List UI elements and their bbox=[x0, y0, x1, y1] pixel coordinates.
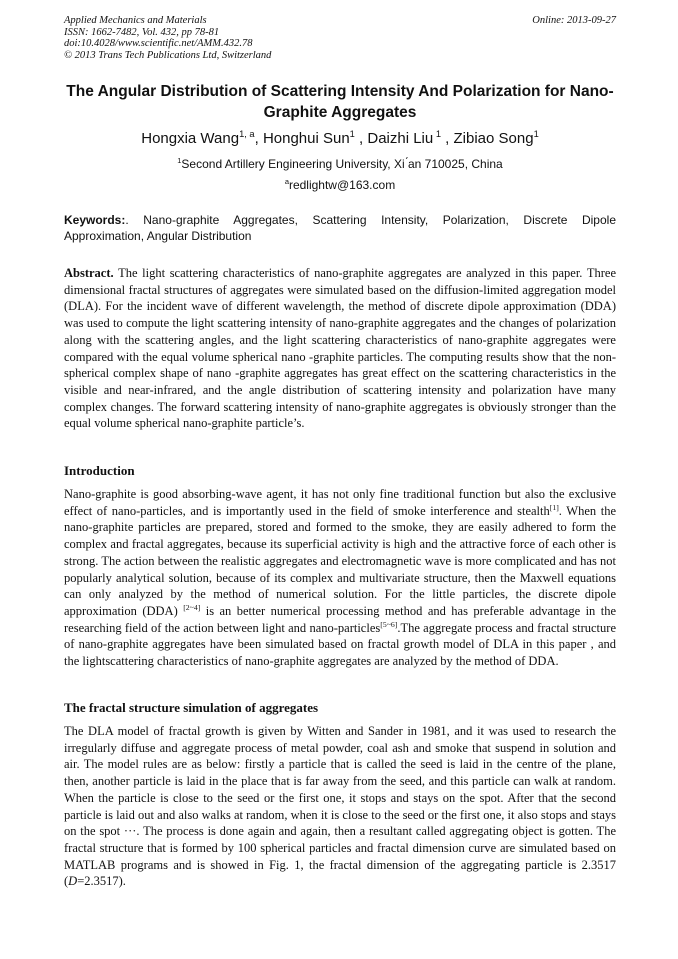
intro-text: is an better numerical processing method and has preferable advantage in the researching field of the action between light and nano-particles bbox=[64, 603, 617, 635]
intro-text: Nano-graphite is good absorbing-wave agent, it has not only fine traditional function but also the exclusive effect of nano-particles, and is importantly used in the field of smoke interference and stealth bbox=[64, 487, 616, 518]
author-name: Honghui Sun bbox=[262, 130, 350, 147]
issn-line: ISSN: 1662-7482, Vol. 432, pp 78-81 bbox=[64, 26, 220, 38]
keywords-label: Keywords: bbox=[64, 213, 126, 227]
journal-name: Applied Mechanics and Materials bbox=[64, 15, 207, 26]
paper-title: The Angular Distribution of Scattering Intensity And Polarization for Nano-Graphite Aggregates bbox=[66, 83, 614, 121]
email-text: redlightw@163.com bbox=[288, 178, 396, 192]
section-heading-introduction: Introduction bbox=[64, 463, 135, 478]
copyright-line: © 2013 Trans Tech Publications Ltd, Switzerland bbox=[64, 49, 272, 61]
email-mark: a bbox=[284, 177, 289, 186]
citation: [1] bbox=[549, 502, 559, 512]
author-name: Daizhi Liu bbox=[367, 130, 434, 147]
intro-text: .The aggregate process and fractal structure of nano-graphite aggregates have been simulated based on fractal growth model of DLA in this paper , and the lightscattering characteristics of nano-graphite aggregates are analyzed by the method of DDA. bbox=[64, 620, 616, 669]
author-affil-mark: 1 bbox=[349, 129, 355, 139]
author-email bbox=[64, 178, 616, 192]
affiliation-mark: 1 bbox=[177, 156, 182, 165]
author-name: Zibiao Song bbox=[453, 130, 534, 147]
journal-header bbox=[64, 15, 616, 61]
author-separator: , bbox=[254, 130, 263, 147]
author-affil-mark: 1, a bbox=[239, 129, 255, 139]
author-list bbox=[64, 130, 616, 147]
abstract-label: Abstract. bbox=[64, 266, 114, 280]
keywords-text: . Nano-graphite Aggregates, Scattering Intensity, Polarization, Discrete Dipole Approximation, Angular Distribution bbox=[64, 213, 616, 243]
author-affil-mark: 1 bbox=[433, 129, 441, 139]
author-separator: , bbox=[441, 130, 454, 147]
fractal-text-tail: =2.3517). bbox=[77, 874, 126, 889]
fractal-text: The DLA model of fractal growth is given by Witten and Sander in 1981, and it was used to research the irregularly diffuse and aggregate process of metal powder, coal ash and smoke that suspend in solution and air. The model rules are as below: firstly a particle that is called the seed is laid in the centre of the plane, then, another particle is laid in the place that is far away from the seed, and this particle can walk at random. When the particle is close to the seed or the first one, it stops and stays on the spot. After that the second particle is laid out and also walks at random, when it is close to the seed or the first one, it also stops and stays on the spot ···. The process is done again and again, then a resultant called aggregating object is gotten. The fractal structure that is formed by 100 spherical particles and fractal dimension curve are simulated based on MATLAB programs and is showed in Fig. 1, the fractal dimension of the aggregating particle is 2.3517 ( bbox=[64, 724, 616, 889]
intro-text: . When the nano-graphite particles are prepared, stored and formed to the smoke, they are easily adhered to form the complex and fractal aggregates, because its superficial activity is high and the attractive force of each other is strong. The action between the realistic aggregates and electromagnetic wave is more complicated and has not popularly analytical solution, because of its complex and multivariate structure, then the Maxwell equations can only analyzed by the method of numerical solution. For the little particles, the discrete dipole approximation (DDA) bbox=[64, 503, 616, 618]
author-separator: , bbox=[354, 130, 368, 147]
dimension-symbol: D bbox=[68, 874, 78, 889]
doi-line: doi:10.4028/www.scientific.net/AMM.432.78 bbox=[64, 38, 253, 49]
citation: [5~6] bbox=[380, 619, 398, 629]
keywords bbox=[64, 212, 616, 244]
fractal-paragraph bbox=[64, 723, 616, 890]
introduction-paragraph bbox=[64, 486, 616, 670]
citation: [2~4] bbox=[183, 602, 201, 612]
author-name: Hongxia Wang bbox=[141, 130, 240, 147]
online-date: Online: 2013-09-27 bbox=[532, 15, 616, 26]
abstract-text: The light scattering characteristics of nano-graphite aggregates are analyzed in this paper. Three dimensional fractal structures of aggregates were simulated based on the diffusion-limited aggregation model (DLA). For the incident wave of different wavelength, the method of discrete dipole approximation (DDA) was used to compute the light scattering intensity of nano-graphite aggregates and the changes of polarization along with the scattering angles, and the light scattering characteristics of nano-graphite aggregates were compared with the equal volume spherical nano -graphite particles. The computing results show that the non-spherical complex shape of nano -graphite aggregates has great effect on the scattering characteristics in the visible and near-infrared, and the angle distribution of scattering intensity and polarization have many complex changes. The forward scattering intensity of nano-graphite aggregates is obviously stronger than the equal volume spherical nano-graphite particle’s. bbox=[64, 266, 616, 431]
author-affil-mark: 1 bbox=[533, 129, 539, 139]
section-heading-fractal: The fractal structure simulation of aggregates bbox=[64, 700, 319, 715]
abstract bbox=[64, 265, 616, 432]
affiliation bbox=[64, 157, 616, 171]
affiliation-text: Second Artillery Engineering University, Xi ́an 710025, China bbox=[181, 157, 503, 171]
